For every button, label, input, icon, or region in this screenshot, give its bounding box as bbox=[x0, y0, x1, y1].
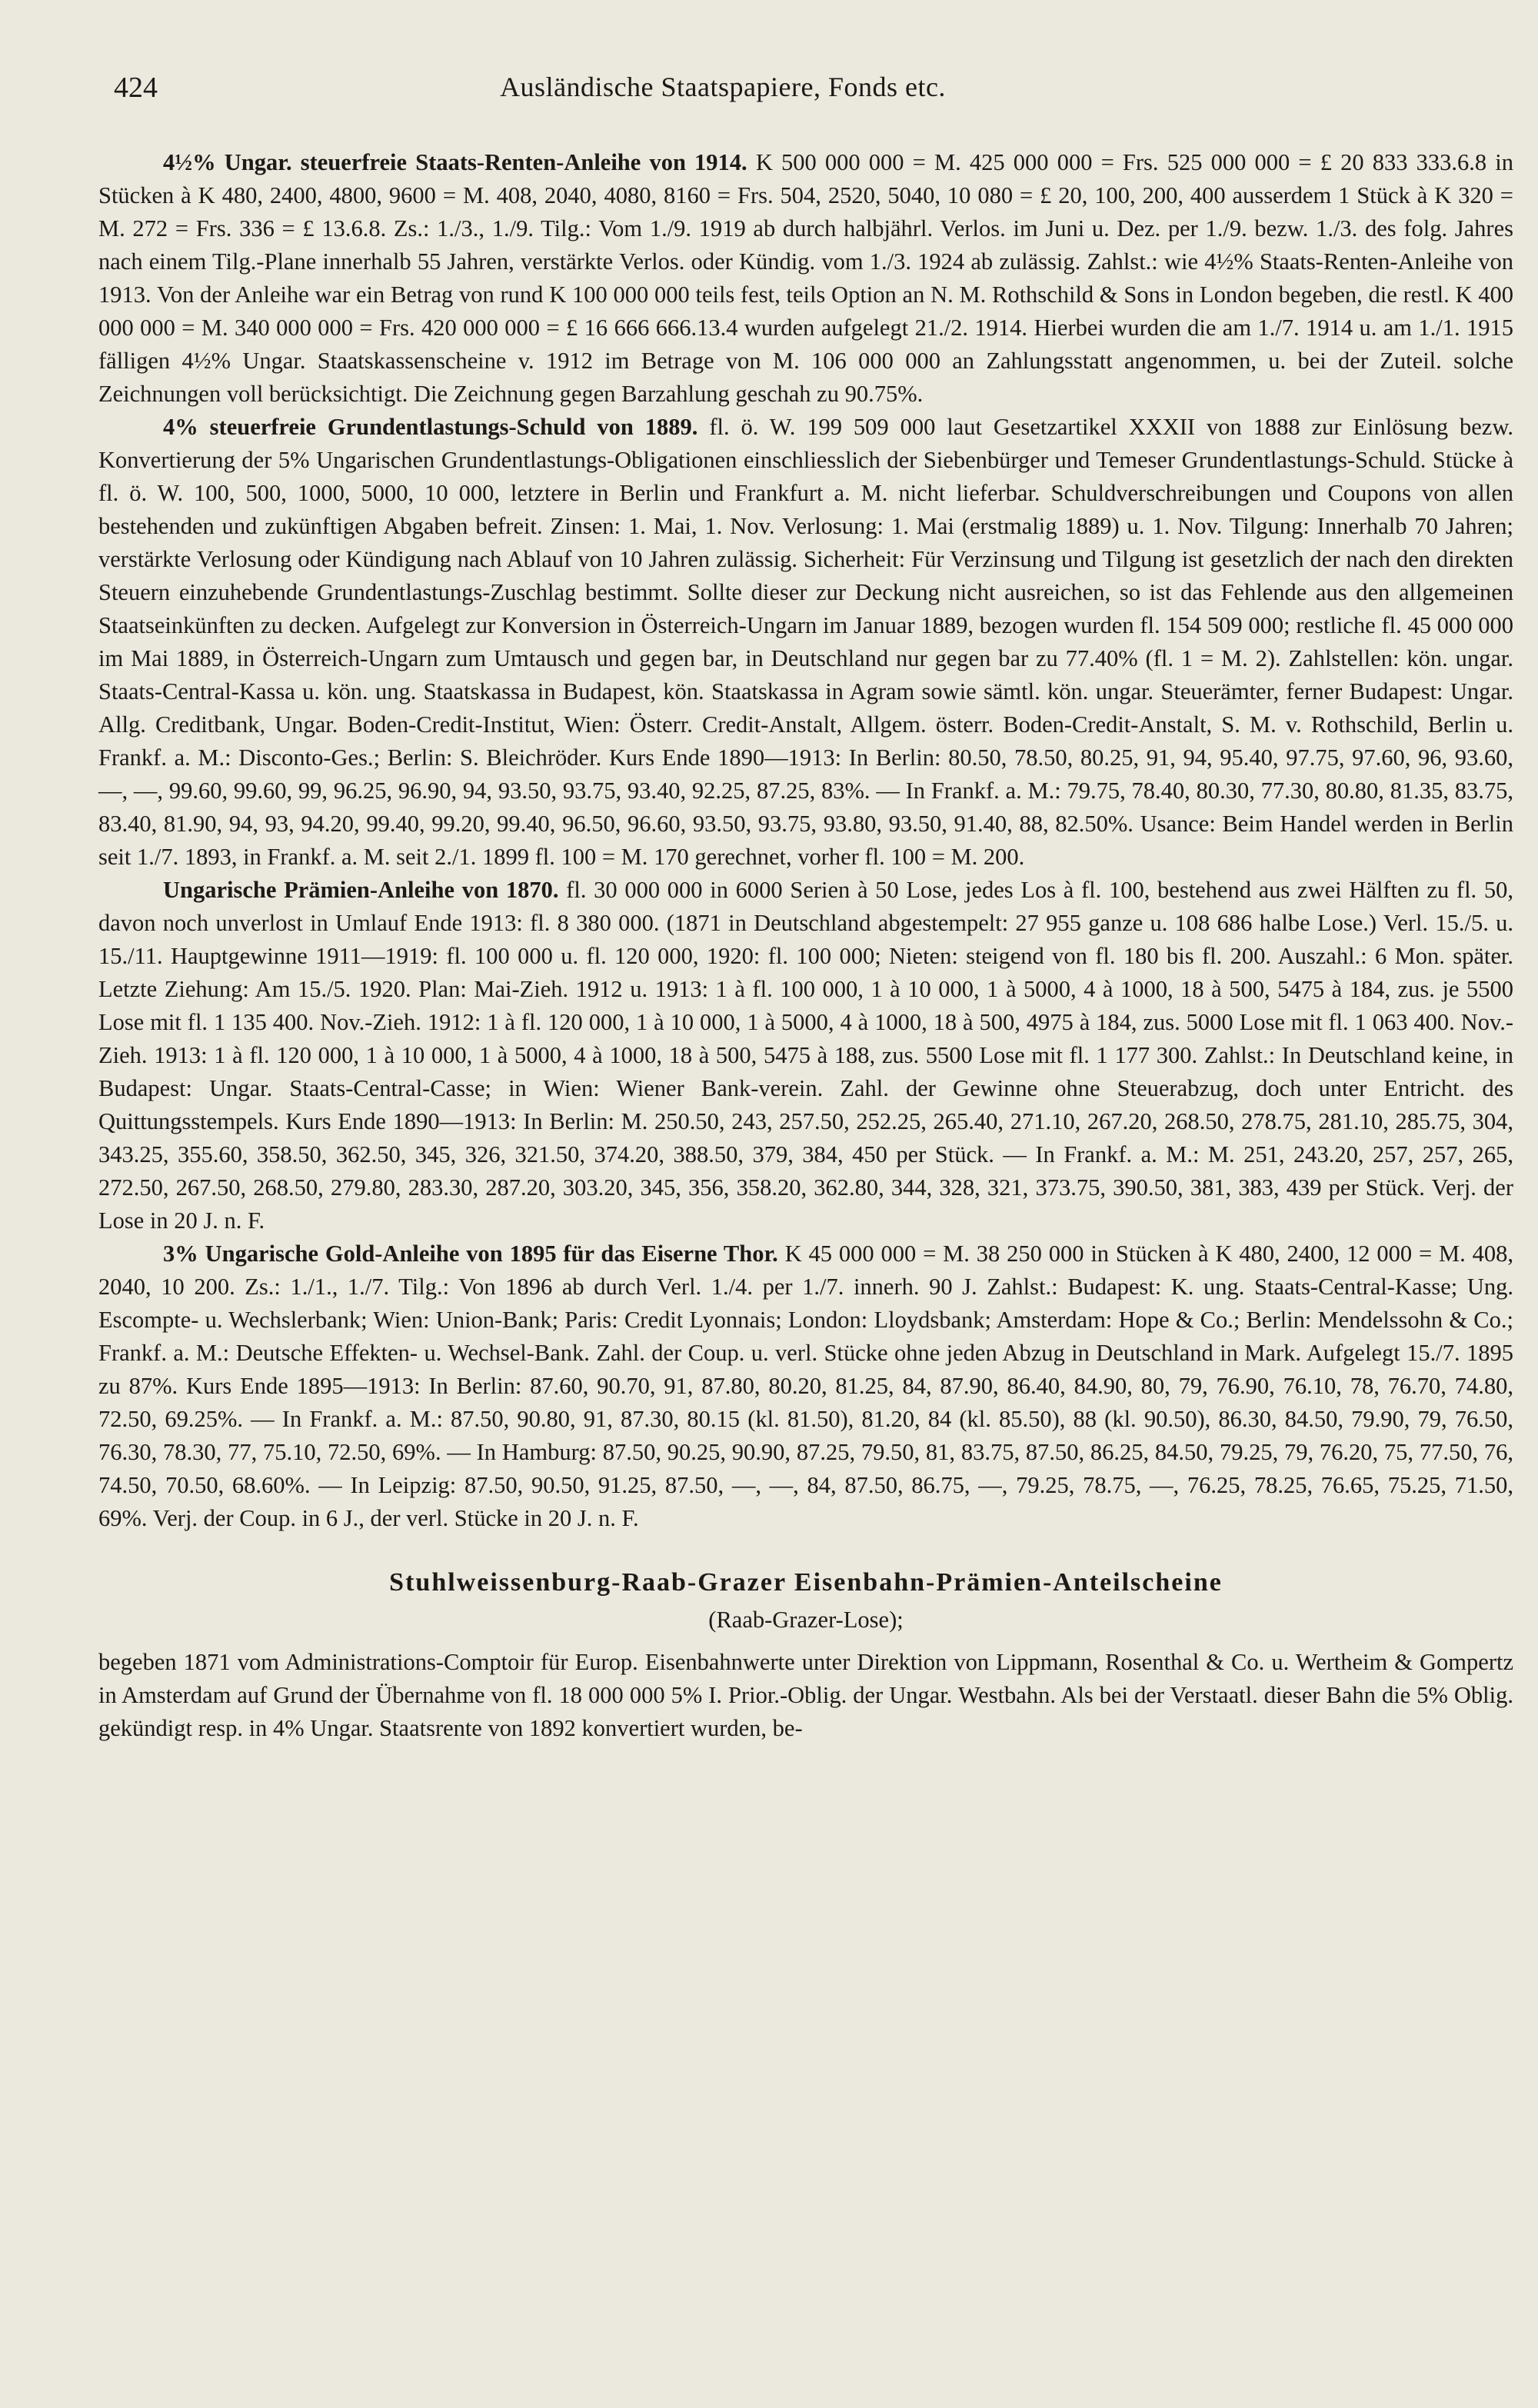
entry-title: Ungarische Prämien-Anleihe von 1870. bbox=[163, 877, 559, 903]
section-text: begeben 1871 vom Administrations-Comptoir für Europ. Eisenbahnwerte unter Direktion von Lippmann, Rosenthal & Co. u. Wertheim & Gompertz in Amsterdam auf Grund der Übernahme von fl. 18 000 000 5% I. Prior.-Oblig. der Ungar. Westbahn. Als bei der Verstaatl. dieser Bahn die 5% Oblig. gekündigt resp. in 4% Ungar. Staatsrente von 1892 konvertiert wurden, be- bbox=[98, 1649, 1513, 1741]
entry-title: 3% Ungarische Gold-Anleihe von 1895 für das Eiserne Thor. bbox=[163, 1241, 778, 1267]
running-title: Ausländische Staatspapiere, Fonds etc. bbox=[500, 72, 946, 102]
entry-text: K 500 000 000 = M. 425 000 000 = Frs. 525 000 000 = £ 20 833 333.6.8 in Stücken à K 480, 2400, 4800, 9600 = M. 408, 2040, 4080, 8160 = Frs. 504, 2520, 5040, 10 080 = £ 20, 100, 200, 400 ausserdem 1 Stück à K 320 = M. 272 = Frs. 336 = £ 13.6.8. Zs.: 1./3., 1./9. Tilg.: Vom 1./9. 1919 ab durch halbjährl. Verlos. im Juni u. Dez. per 1./9. bezw. 1./3. des folg. Jahres nach einem Tilg.-Plane innerhalb 55 Jahren, verstärkte Verlos. oder Kündig. vom 1./3. 1924 ab zulässig. Zahlst.: wie 4½% Staats-Renten-Anleihe von 1913. Von der Anleihe war ein Betrag von rund K 100 000 000 teils fest, teils Option an N. M. Rothschild & Sons in London begeben, die restl. K 400 000 000 = M. 340 000 000 = Frs. 420 000 000 = £ 16 666 666.13.4 wurden aufgelegt 21./2. 1914. Hierbei wurden die am 1./7. 1914 u. am 1./1. 1915 fälligen 4½% Ungar. Staatskassenscheine v. 1912 im Betrage von M. 106 000 000 an Zahlungsstatt angenommen, u. bei der Zuteil. solche Zeichnungen voll berücksichtigt. Die Zeichnung gegen Barzahlung geschah zu 90.75%. bbox=[98, 149, 1514, 407]
page-header bbox=[100, 71, 1484, 108]
entry-text: fl. ö. W. 199 509 000 laut Gesetzartikel XXXII von 1888 zur Einlösung bezw. Konvertierung der 5% Ungarischen Grundentlastungs-Obligationen einschliesslich der Siebenbürger und Temeser Grundentlastungs-Schuld. Stücke à fl. ö. W. 100, 500, 1000, 5000, 10 000, letztere in Berlin und Frankfurt a. M. nicht lieferbar. Schuldverschreibungen und Coupons von allen bestehenden und zukünftigen Abgaben befreit. Zinsen: 1. Mai, 1. Nov. Verlosung: 1. Mai (erstmalig 1889) u. 1. Nov. Tilgung: Innerhalb 70 Jahren; verstärkte Verlosung oder Kündigung nach Ablauf von 10 Jahren zulässig. Sicherheit: Für Verzinsung und Tilgung ist gesetzlich der nach den direkten Steuern einzuhebende Grundentlastungs-Zuschlag bestimmt. Sollte dieser zur Deckung nicht ausreichen, so ist das Fehlende aus den allgemeinen Staatseinkünften zu decken. Aufgelegt zur Konversion in Österreich-Ungarn im Januar 1889, bezogen wurden fl. 154 509 000; restliche fl. 45 000 000 im Mai 1889, in Österreich-Ungarn zum Umtausch und gegen bar, in Deutschland nur gegen bar zu 77.40% (fl. 1 = M. 2). Zahlstellen: kön. ungar. Staats-Central-Kassa u. kön. ung. Staatskassa in Budapest, kön. Staatskassa in Agram sowie sämtl. kön. ungar. Steuerämter, ferner Budapest: Ungar. Allg. Creditbank, Ungar. Boden-Credit-Institut, Wien: Österr. Credit-Anstalt, Allgem. österr. Boden-Credit-Anstalt, S. M. v. Rothschild, Berlin u. Frankf. a. M.: Disconto-Ges.; Berlin: S. Bleichröder. Kurs Ende 1890—1913: In Berlin: 80.50, 78.50, 80.25, 91, 94, 95.40, 97.75, 97.60, 96, 93.60, —, —, 99.60, 99.60, 99, 96.25, 96.90, 94, 93.50, 93.75, 93.40, 92.25, 87.25, 83%. — In Frankf. a. M.: 79.75, 78.40, 80.30, 77.30, 80.80, 81.35, 83.75, 83.40, 81.90, 94, 93, 94.20, 99.40, 99.20, 99.40, 96.50, 96.60, 93.50, 93.75, 93.80, 93.50, 91.40, 88, 82.50%. Usance: Beim Handel werden in Berlin seit 1./7. 1893, in Frankf. a. M. seit 2./1. 1899 fl. 100 = M. 170 gerechnet, vorher fl. 100 = M. 200. bbox=[98, 414, 1514, 870]
entry-praemien-anleihe-1870 bbox=[98, 874, 1513, 1237]
section-subtitle: (Raab-Grazer-Lose); bbox=[708, 1607, 904, 1633]
section-title: Stuhlweissenburg-Raab-Grazer Eisenbahn-Prämien-Anteilscheine bbox=[389, 1568, 1223, 1597]
entry-ungar-staats-renten-1914 bbox=[98, 146, 1513, 411]
entry-gold-anleihe-1895 bbox=[98, 1237, 1513, 1535]
body-text bbox=[98, 146, 1513, 1745]
entry-text: K 45 000 000 = M. 38 250 000 in Stücken à K 480, 2400, 12 000 = M. 408, 2040, 10 200. Zs.: 1./1., 1./7. Tilg.: Von 1896 ab durch Verl. 1./4. per 1./7. innerh. 90 J. Zahlst.: Budapest: K. ung. Staats-Central-Kasse; Ung. Escompte- u. Wechslerbank; Wien: Union-Bank; Paris: Credit Lyonnais; London: Lloydsbank; Amsterdam: Hope & Co.; Berlin: Mendelssohn & Co.; Frankf. a. M.: Deutsche Effekten- u. Wechsel-Bank. Zahl. der Coup. u. verl. Stücke ohne jeden Abzug in Deutschland in Mark. Aufgelegt 15./7. 1895 zu 87%. Kurs Ende 1895—1913: In Berlin: 87.60, 90.70, 91, 87.80, 80.20, 81.25, 84, 87.90, 86.40, 84.90, 80, 79, 76.90, 76.10, 78, 76.70, 74.80, 72.50, 69.25%. — In Frankf. a. M.: 87.50, 90.80, 91, 87.30, 80.15 (kl. 81.50), 81.20, 84 (kl. 85.50), 88 (kl. 90.50), 86.30, 84.50, 79.90, 79, 76.50, 76.30, 78.30, 77, 75.10, 72.50, 69%. — In Hamburg: 87.50, 90.25, 90.90, 87.25, 79.50, 81, 83.75, 87.50, 86.25, 84.50, 79.25, 79, 76.20, 75, 77.50, 76, 74.50, 70.50, 68.60%. — In Leipzig: 87.50, 90.50, 91.25, 87.50, —, —, 84, 87.50, 86.75, —, 79.25, 78.75, —, 76.25, 78.25, 76.65, 75.25, 71.50, 69%. Verj. der Coup. in 6 J., der verl. Stücke in 20 J. n. F. bbox=[98, 1241, 1513, 1531]
entry-text: fl. 30 000 000 in 6000 Serien à 50 Lose, jedes Los à fl. 100, bestehend aus zwei Hälften zu fl. 50, davon noch unverlost in Umlauf Ende 1913: fl. 8 380 000. (1871 in Deutschland abgestempelt: 27 955 ganze u. 108 686 halbe Lose.) Verl. 15./5. u. 15./11. Hauptgewinne 1911—1919: fl. 100 000 u. fl. 120 000, 1920: fl. 100 000; Nieten: steigend von fl. 180 bis fl. 200. Auszahl.: 6 Mon. später. Letzte Ziehung: Am 15./5. 1920. Plan: Mai-Zieh. 1912 u. 1913: 1 à fl. 100 000, 1 à 10 000, 1 à 5000, 4 à 1000, 18 à 500, 5475 à 184, zus. je 5500 Lose mit fl. 1 135 400. Nov.-Zieh. 1912: 1 à fl. 120 000, 1 à 10 000, 1 à 5000, 4 à 1000, 18 à 500, 4975 à 184, zus. 5000 Lose mit fl. 1 063 400. Nov.-Zieh. 1913: 1 à fl. 120 000, 1 à 10 000, 1 à 5000, 4 à 1000, 18 à 500, 5475 à 188, zus. 5500 Lose mit fl. 1 177 300. Zahlst.: In Deutschland keine, in Budapest: Ungar. Staats-Central-Casse; in Wien: Wiener Bank-verein. Zahl. der Gewinne ohne Steuerabzug, doch unter Entricht. des Quittungsstempels. Kurs Ende 1890—1913: In Berlin: M. 250.50, 243, 257.50, 252.25, 265.40, 271.10, 267.20, 268.50, 278.75, 281.10, 285.75, 304, 343.25, 355.60, 358.50, 362.50, 345, 326, 321.50, 374.20, 388.50, 379, 384, 450 per Stück. — In Frankf. a. M.: M. 251, 243.20, 257, 257, 265, 272.50, 267.50, 268.50, 279.80, 283.30, 287.20, 303.20, 345, 356, 358.20, 362.80, 344, 328, 321, 373.75, 390.50, 381, 383, 439 per Stück. Verj. der Lose in 20 J. n. F. bbox=[98, 877, 1514, 1234]
page-number: 424 bbox=[114, 72, 158, 104]
entry-grundentlastungs-schuld-1889 bbox=[98, 411, 1513, 874]
entry-title: 4% steuerfreie Grundentlastungs-Schuld von 1889. bbox=[163, 414, 698, 440]
entry-title: 4½% Ungar. steuerfreie Staats-Renten-Anleihe von 1914. bbox=[163, 149, 747, 175]
